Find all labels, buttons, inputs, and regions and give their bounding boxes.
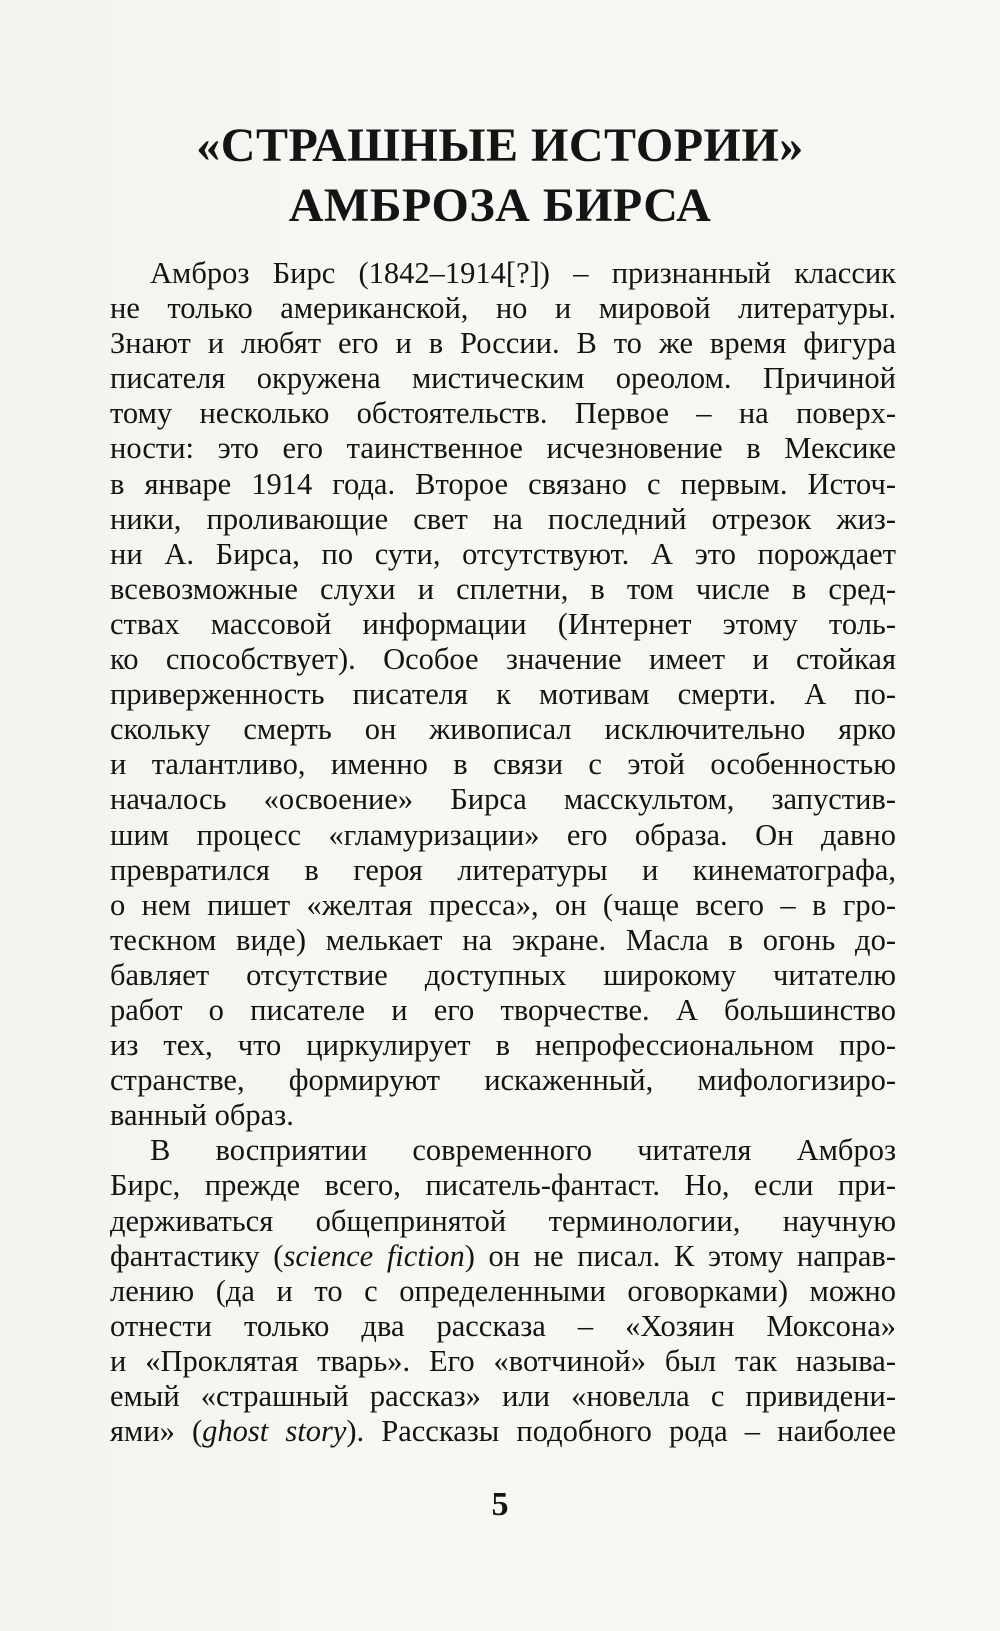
- text-line: ники, проливающие свет на последний отрезок жиз-: [110, 501, 896, 536]
- text-line: писателя окружена мистическим ореолом. Причиной: [110, 361, 896, 396]
- text-line: тескном виде) мелькает на экране. Масла в огонь до-: [110, 922, 896, 957]
- text-fragment: ями» (: [110, 1414, 203, 1449]
- text-line: [110, 1414, 896, 1449]
- text-line: в январе 1914 года. Второе связано с первым. Источ-: [110, 466, 896, 501]
- text-fragment: фантастику (: [110, 1238, 284, 1273]
- text-line: всевозможные слухи и сплетни, в том числе в сред-: [110, 571, 896, 606]
- text-line: [110, 1239, 896, 1274]
- chapter-title-line-1: «СТРАШНЫЕ ИСТОРИИ»: [196, 119, 804, 172]
- text-line: бавляет отсутствие доступных широкому читателю: [110, 957, 896, 992]
- text-line: шим процесс «гламуризации» его образа. Он давно: [110, 817, 896, 852]
- italic-term: science fiction: [283, 1238, 465, 1273]
- text-line: превратился в героя литературы и кинематографа,: [110, 852, 896, 887]
- text-line: отнести только два рассказа – «Хозяин Моксона»: [110, 1308, 896, 1343]
- text-line: Амброз Бирс (1842–1914[?]) – признанный классик: [150, 256, 896, 290]
- text-line: и «Проклятая тварь». Его «вотчиной» был так называ-: [110, 1343, 896, 1378]
- body-text: [110, 256, 896, 1449]
- text-line: из тех, что циркулирует в непрофессиональном про-: [110, 1028, 896, 1063]
- text-line: держиваться общепринятой терминологии, научную: [110, 1203, 896, 1238]
- text-line: работ о писателе и его творчестве. А большинство: [110, 992, 896, 1027]
- page-number: 5: [491, 1486, 509, 1523]
- text-line: В восприятии современного читателя Амброз: [150, 1133, 896, 1168]
- text-line: странстве, формируют искаженный, мифологизиро-: [110, 1063, 896, 1098]
- text-line: тому несколько обстоятельств. Первое – на поверх-: [110, 396, 896, 431]
- text-line: лению (да и то с определенными оговорками) можно: [110, 1273, 896, 1308]
- text-line: ности: это его таинственное исчезновение в Мексике: [110, 431, 896, 466]
- text-fragment: ) он не писал. К этому направ-: [464, 1238, 896, 1273]
- text-line: началось «освоение» Бирса масскультом, запустив-: [110, 782, 896, 817]
- text-fragment: ). Рассказы подобного рода – наиболее: [346, 1414, 897, 1449]
- text-line: скольку смерть он живописал исключительно ярко: [110, 712, 896, 747]
- text-line: ко способствует). Особое значение имеет и стойкая: [110, 642, 896, 677]
- text-line: Бирс, прежде всего, писатель-фантаст. Но, если при-: [110, 1168, 896, 1203]
- text-line: ствах массовой информации (Интернет этому толь-: [110, 606, 896, 641]
- text-line: ни А. Бирса, по сути, отсутствуют. А это порождает: [110, 536, 896, 571]
- text-line: и талантливо, именно в связи с этой особенностью: [110, 747, 896, 782]
- chapter-title-line-2: АМБРОЗА БИРСА: [288, 179, 712, 232]
- text-line: ванный образ.: [110, 1098, 294, 1133]
- text-line: приверженность писателя к мотивам смерти. А по-: [110, 677, 896, 712]
- italic-term: ghost story: [202, 1414, 347, 1449]
- text-line: о нем пишет «желтая пресса», он (чаще всего – в гро-: [110, 887, 896, 922]
- text-line: не только американской, но и мировой литературы.: [110, 291, 896, 326]
- text-line: емый «страшный рассказ» или «новелла с привидени-: [110, 1379, 896, 1413]
- text-line: Знают и любят его и в России. В то же время фигура: [110, 326, 896, 361]
